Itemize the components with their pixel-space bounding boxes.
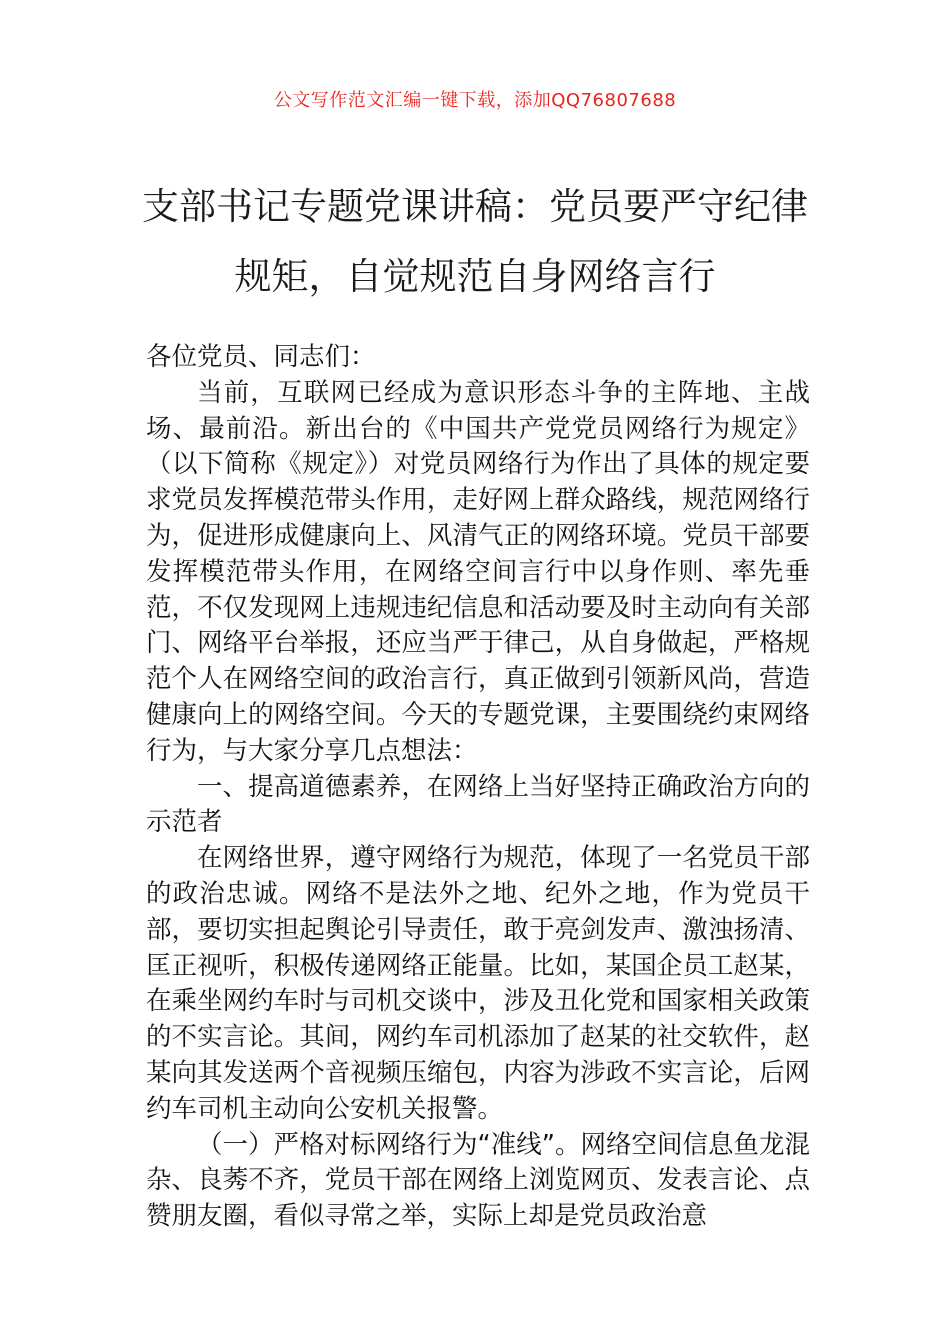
paragraph-intro: 当前，互联网已经成为意识形态斗争的主阵地、主战场、最前沿。新出台的《中国共产党党员网络行为规定》（以下简称《规定》）对党员网络行为作出了具体的规定要求党员发挥模范带头作用，走好网上群众路线，规范网络行为，促进形成健康向上、风清气正的网络环境。党员干部要发挥模范带头作用，在网络空间言行中以身作则、率先垂范，不仅发现网上违规违纪信息和活动要及时主动向有关部门、网络平台举报，还应当严于律己，从自身做起，严格规范个人在网络空间的政治言行，真正做到引领新风尚，营造健康向上的网络空间。今天的专题党课，主要围绕约束网络行为，与大家分享几点想法： xyxy=(146,377,810,766)
download-banner: 公文写作范文汇编一键下载，添加QQ76807688 xyxy=(273,90,677,111)
document-body xyxy=(146,340,810,1235)
document-title xyxy=(100,172,850,312)
paragraph-example: 在网络世界，遵守网络行为规范，体现了一名党员干部的政治忠诚。网络不是法外之地、纪外之地，作为党员干部，要切实担起舆论引导责任，敢于亮剑发声、激浊扬清、匡正视听，积极传递网络正能量。比如，某国企员工赵某，在乘坐网约车时与司机交谈中，涉及丑化党和国家相关政策的不实言论。其间，网约车司机添加了赵某的社交软件，赵某向其发送两个音视频压缩包，内容为涉政不实言论，后网约车司机主动向公安机关报警。 xyxy=(146,843,810,1124)
title-line-2: 规矩，自觉规范自身网络言行 xyxy=(234,255,716,298)
paragraph-subsection-1: （一）严格对标网络行为“准线”。网络空间信息鱼龙混杂、良莠不齐，党员干部在网络上浏览网页、发表言论、点赞朋友圈，看似寻常之举，实际上却是党员政治意 xyxy=(146,1129,810,1232)
title-line-1: 支部书记专题党课讲稿：党员要严守纪律 xyxy=(142,185,808,228)
section-heading-1: 一、提高道德素养，在网络上当好坚持正确政治方向的示范者 xyxy=(146,771,810,838)
salutation: 各位党员、同志们： xyxy=(146,342,376,372)
